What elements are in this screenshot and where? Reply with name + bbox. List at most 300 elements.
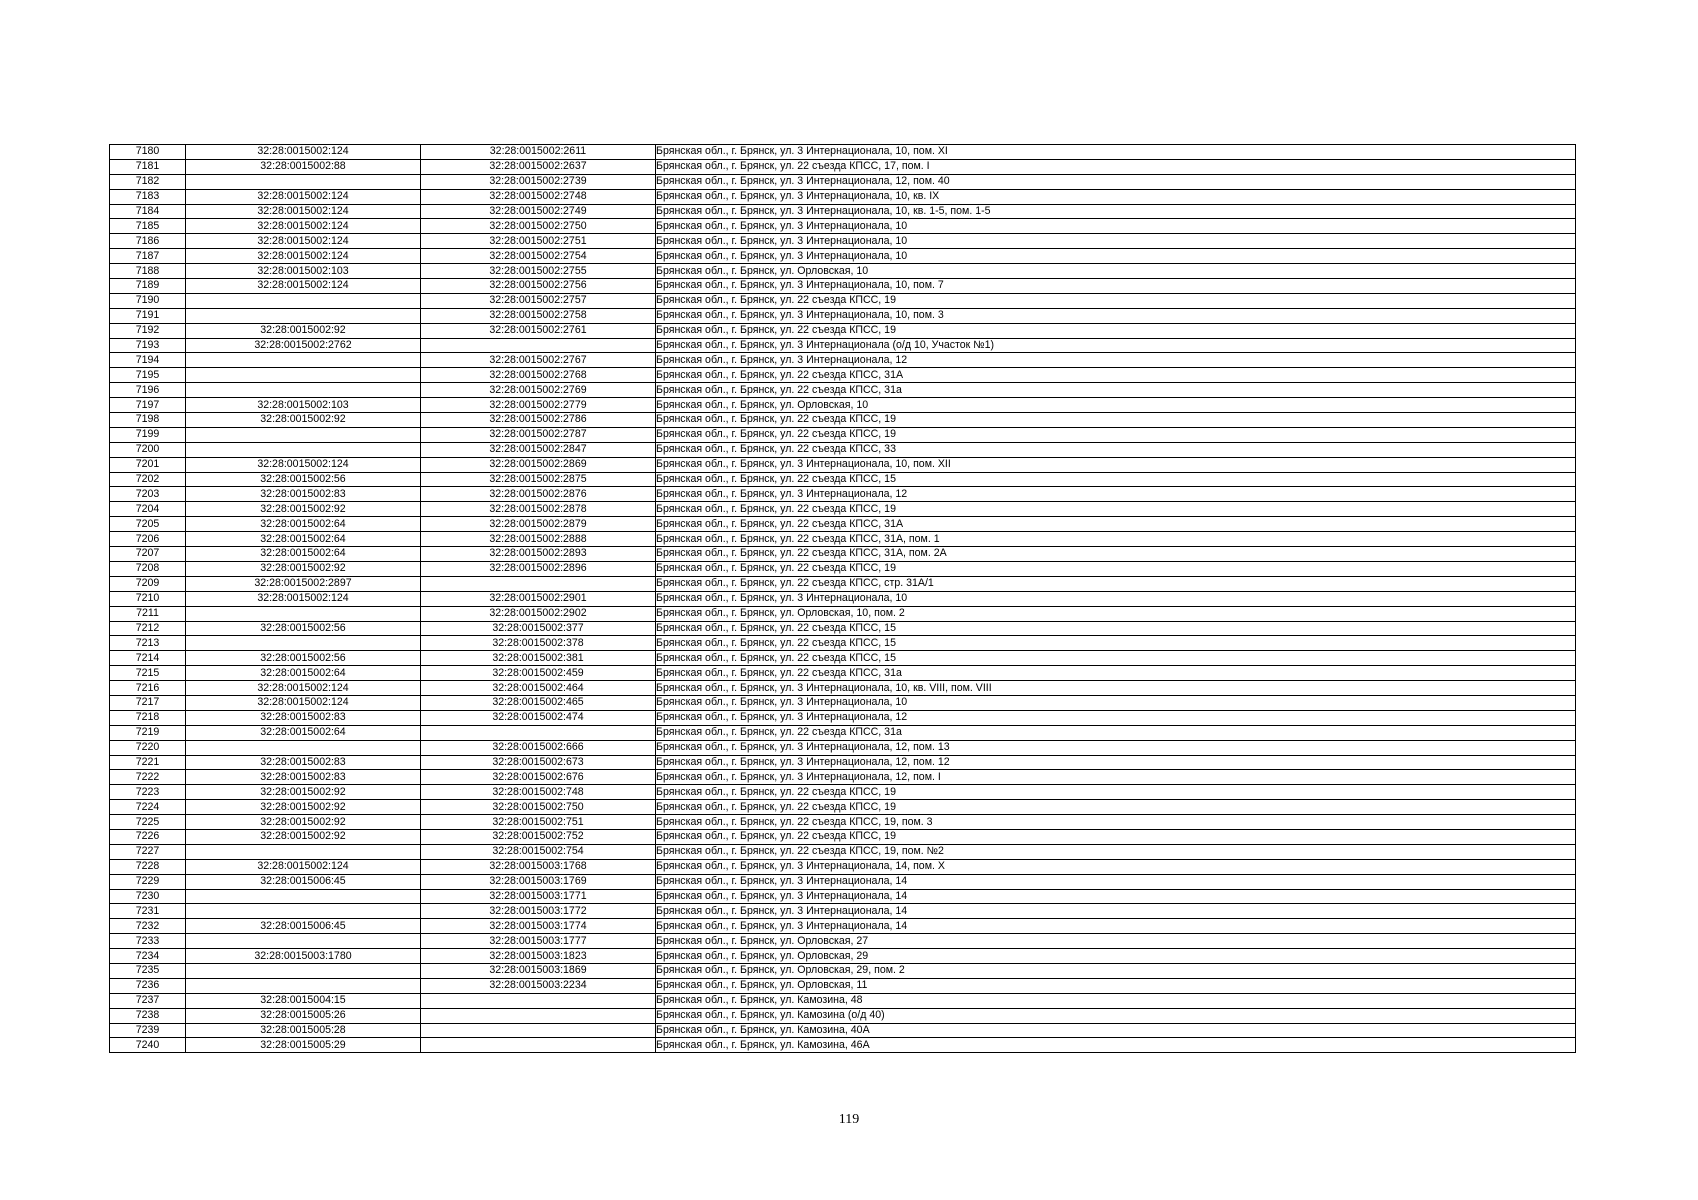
- cadastral-number-cell: [421, 993, 656, 1008]
- address-cell: Брянская обл., г. Брянск, ул. Камозина, 48: [656, 993, 1576, 1008]
- parent-cadastral-number-cell: 32:28:0015002:83: [186, 487, 421, 502]
- table-row: [110, 904, 1576, 919]
- table-row: [110, 844, 1576, 859]
- cadastral-number-cell: 32:28:0015003:1774: [421, 919, 656, 934]
- parent-cadastral-number-cell: 32:28:0015002:124: [186, 859, 421, 874]
- address-cell: Брянская обл., г. Брянск, ул. 22 съезда КПСС, 15: [656, 636, 1576, 651]
- address-cell: Брянская обл., г. Брянск, ул. 3 Интернационала, 12, пом. 13: [656, 740, 1576, 755]
- parent-cadastral-number-cell: 32:28:0015002:83: [186, 755, 421, 770]
- parent-cadastral-number-cell: 32:28:0015002:64: [186, 725, 421, 740]
- row-number-cell: 7225: [110, 815, 186, 830]
- table-row: [110, 517, 1576, 532]
- parent-cadastral-number-cell: 32:28:0015002:124: [186, 204, 421, 219]
- row-number-cell: 7198: [110, 413, 186, 428]
- cadastral-number-cell: 32:28:0015002:2739: [421, 174, 656, 189]
- cadastral-number-cell: 32:28:0015002:2757: [421, 293, 656, 308]
- row-number-cell: 7210: [110, 591, 186, 606]
- address-cell: Брянская обл., г. Брянск, ул. 22 съезда КПСС, 33: [656, 442, 1576, 457]
- table-row: [110, 621, 1576, 636]
- row-number-cell: 7227: [110, 844, 186, 859]
- cadastral-number-cell: 32:28:0015002:2768: [421, 368, 656, 383]
- cadastral-number-cell: 32:28:0015002:751: [421, 815, 656, 830]
- page-number: 119: [838, 1112, 860, 1127]
- parent-cadastral-number-cell: 32:28:0015002:124: [186, 145, 421, 160]
- row-number-cell: 7188: [110, 264, 186, 279]
- row-number-cell: 7219: [110, 725, 186, 740]
- parent-cadastral-number-cell: 32:28:0015002:92: [186, 800, 421, 815]
- table-row: [110, 204, 1576, 219]
- table-row: [110, 427, 1576, 442]
- table-row: [110, 829, 1576, 844]
- parent-cadastral-number-cell: 32:28:0015002:92: [186, 323, 421, 338]
- address-cell: Брянская обл., г. Брянск, ул. 22 съезда КПСС, 31а: [656, 725, 1576, 740]
- table-row: [110, 949, 1576, 964]
- address-cell: Брянская обл., г. Брянск, ул. 22 съезда КПСС, 17, пом. I: [656, 159, 1576, 174]
- cadastral-number-cell: 32:28:0015002:752: [421, 829, 656, 844]
- row-number-cell: 7211: [110, 606, 186, 621]
- cadastral-number-cell: 32:28:0015002:459: [421, 666, 656, 681]
- row-number-cell: 7197: [110, 398, 186, 413]
- parent-cadastral-number-cell: 32:28:0015002:124: [186, 681, 421, 696]
- parent-cadastral-number-cell: 32:28:0015002:124: [186, 457, 421, 472]
- row-number-cell: 7217: [110, 695, 186, 710]
- address-cell: Брянская обл., г. Брянск, ул. 3 Интернационала, 14: [656, 874, 1576, 889]
- registry-sheet: [109, 144, 1575, 1053]
- cadastral-number-cell: 32:28:0015002:2878: [421, 502, 656, 517]
- parent-cadastral-number-cell: [186, 844, 421, 859]
- row-number-cell: 7199: [110, 427, 186, 442]
- cadastral-number-cell: 32:28:0015002:2896: [421, 561, 656, 576]
- parent-cadastral-number-cell: 32:28:0015002:124: [186, 591, 421, 606]
- parent-cadastral-number-cell: 32:28:0015002:88: [186, 159, 421, 174]
- table-row: [110, 532, 1576, 547]
- table-row: [110, 755, 1576, 770]
- address-cell: Брянская обл., г. Брянск, ул. Орловская, 10: [656, 398, 1576, 413]
- parent-cadastral-number-cell: 32:28:0015003:1780: [186, 949, 421, 964]
- table-row: [110, 249, 1576, 264]
- table-row: [110, 695, 1576, 710]
- table-row: [110, 934, 1576, 949]
- cadastral-number-cell: 32:28:0015003:1768: [421, 859, 656, 874]
- address-cell: Брянская обл., г. Брянск, ул. Камозина, 46А: [656, 1038, 1576, 1053]
- parent-cadastral-number-cell: 32:28:0015002:103: [186, 398, 421, 413]
- cadastral-number-cell: [421, 576, 656, 591]
- address-cell: Брянская обл., г. Брянск, ул. 3 Интернационала, 10, пом. XII: [656, 457, 1576, 472]
- parent-cadastral-number-cell: [186, 353, 421, 368]
- row-number-cell: 7204: [110, 502, 186, 517]
- parent-cadastral-number-cell: 32:28:0015002:64: [186, 517, 421, 532]
- row-number-cell: 7182: [110, 174, 186, 189]
- cadastral-number-cell: 32:28:0015003:1769: [421, 874, 656, 889]
- address-cell: Брянская обл., г. Брянск, ул. 22 съезда КПСС, 19, пом. №2: [656, 844, 1576, 859]
- table-row: [110, 606, 1576, 621]
- cadastral-number-cell: 32:28:0015002:754: [421, 844, 656, 859]
- table-row: [110, 442, 1576, 457]
- address-cell: Брянская обл., г. Брянск, ул. 22 съезда КПСС, 31А, пом. 1: [656, 532, 1576, 547]
- address-cell: Брянская обл., г. Брянск, ул. 22 съезда КПСС, 19: [656, 293, 1576, 308]
- table-row: [110, 666, 1576, 681]
- row-number-cell: 7203: [110, 487, 186, 502]
- table-row: [110, 576, 1576, 591]
- cadastral-number-cell: 32:28:0015002:381: [421, 651, 656, 666]
- table-row: [110, 963, 1576, 978]
- cadastral-number-cell: 32:28:0015002:2779: [421, 398, 656, 413]
- table-row: [110, 815, 1576, 830]
- address-cell: Брянская обл., г. Брянск, ул. 3 Интернационала, 12: [656, 353, 1576, 368]
- parent-cadastral-number-cell: [186, 740, 421, 755]
- parent-cadastral-number-cell: 32:28:0015002:124: [186, 695, 421, 710]
- row-number-cell: 7180: [110, 145, 186, 160]
- address-cell: Брянская обл., г. Брянск, ул. 22 съезда КПСС, 19: [656, 323, 1576, 338]
- cadastral-number-cell: 32:28:0015002:750: [421, 800, 656, 815]
- row-number-cell: 7185: [110, 219, 186, 234]
- address-cell: Брянская обл., г. Брянск, ул. 3 Интернационала, 10, пом. 3: [656, 308, 1576, 323]
- row-number-cell: 7216: [110, 681, 186, 696]
- row-number-cell: 7200: [110, 442, 186, 457]
- cadastral-number-cell: [421, 338, 656, 353]
- row-number-cell: 7237: [110, 993, 186, 1008]
- address-cell: Брянская обл., г. Брянск, ул. Орловская, 10, пом. 2: [656, 606, 1576, 621]
- row-number-cell: 7220: [110, 740, 186, 755]
- cadastral-number-cell: 32:28:0015003:1771: [421, 889, 656, 904]
- cadastral-number-cell: 32:28:0015002:2769: [421, 383, 656, 398]
- row-number-cell: 7189: [110, 279, 186, 294]
- address-cell: Брянская обл., г. Брянск, ул. 3 Интернационала, 12: [656, 710, 1576, 725]
- parent-cadastral-number-cell: 32:28:0015006:45: [186, 874, 421, 889]
- cadastral-number-cell: 32:28:0015002:2879: [421, 517, 656, 532]
- address-cell: Брянская обл., г. Брянск, ул. Камозина, 40А: [656, 1023, 1576, 1038]
- address-cell: Брянская обл., г. Брянск, ул. 3 Интернационала, 10, пом. 7: [656, 279, 1576, 294]
- address-cell: Брянская обл., г. Брянск, ул. 22 съезда КПСС, стр. 31А/1: [656, 576, 1576, 591]
- row-number-cell: 7205: [110, 517, 186, 532]
- row-number-cell: 7236: [110, 978, 186, 993]
- table-row: [110, 978, 1576, 993]
- row-number-cell: 7234: [110, 949, 186, 964]
- row-number-cell: 7191: [110, 308, 186, 323]
- row-number-cell: 7208: [110, 561, 186, 576]
- address-cell: Брянская обл., г. Брянск, ул. 22 съезда КПСС, 31А, пом. 2А: [656, 547, 1576, 562]
- parent-cadastral-number-cell: 32:28:0015002:64: [186, 532, 421, 547]
- table-row: [110, 547, 1576, 562]
- parent-cadastral-number-cell: [186, 889, 421, 904]
- parent-cadastral-number-cell: 32:28:0015002:124: [186, 189, 421, 204]
- cadastral-number-cell: 32:28:0015002:377: [421, 621, 656, 636]
- address-cell: Брянская обл., г. Брянск, ул. 3 Интернационала, 10: [656, 234, 1576, 249]
- row-number-cell: 7214: [110, 651, 186, 666]
- address-cell: Брянская обл., г. Брянск, ул. 22 съезда КПСС, 31а: [656, 666, 1576, 681]
- row-number-cell: 7238: [110, 1008, 186, 1023]
- table-row: [110, 502, 1576, 517]
- address-cell: Брянская обл., г. Брянск, ул. 22 съезда КПСС, 19: [656, 413, 1576, 428]
- parent-cadastral-number-cell: 32:28:0015002:92: [186, 561, 421, 576]
- row-number-cell: 7213: [110, 636, 186, 651]
- table-row: [110, 770, 1576, 785]
- row-number-cell: 7231: [110, 904, 186, 919]
- cadastral-number-cell: 32:28:0015002:2637: [421, 159, 656, 174]
- row-number-cell: 7215: [110, 666, 186, 681]
- cadastral-number-cell: 32:28:0015002:666: [421, 740, 656, 755]
- cadastral-number-cell: 32:28:0015002:2761: [421, 323, 656, 338]
- address-cell: Брянская обл., г. Брянск, ул. 3 Интернационала, 12, пом. 12: [656, 755, 1576, 770]
- cadastral-number-cell: [421, 1038, 656, 1053]
- parent-cadastral-number-cell: 32:28:0015002:56: [186, 472, 421, 487]
- row-number-cell: 7192: [110, 323, 186, 338]
- cadastral-number-cell: 32:28:0015002:2748: [421, 189, 656, 204]
- parent-cadastral-number-cell: [186, 606, 421, 621]
- address-cell: Брянская обл., г. Брянск, ул. 3 Интернационала, 14: [656, 919, 1576, 934]
- parent-cadastral-number-cell: 32:28:0015002:92: [186, 502, 421, 517]
- address-cell: Брянская обл., г. Брянск, ул. 22 съезда КПСС, 19, пом. 3: [656, 815, 1576, 830]
- row-number-cell: 7195: [110, 368, 186, 383]
- address-cell: Брянская обл., г. Брянск, ул. 22 съезда КПСС, 31А: [656, 517, 1576, 532]
- registry-table: [109, 144, 1576, 1053]
- address-cell: Брянская обл., г. Брянск, ул. 3 Интернационала, 10: [656, 219, 1576, 234]
- parent-cadastral-number-cell: [186, 636, 421, 651]
- cadastral-number-cell: 32:28:0015002:465: [421, 695, 656, 710]
- cadastral-number-cell: 32:28:0015002:2755: [421, 264, 656, 279]
- address-cell: Брянская обл., г. Брянск, ул. 3 Интернационала, 14, пом. X: [656, 859, 1576, 874]
- cadastral-number-cell: 32:28:0015002:464: [421, 681, 656, 696]
- cadastral-number-cell: 32:28:0015002:2888: [421, 532, 656, 547]
- parent-cadastral-number-cell: 32:28:0015002:2762: [186, 338, 421, 353]
- table-row: [110, 785, 1576, 800]
- table-row: [110, 279, 1576, 294]
- parent-cadastral-number-cell: [186, 174, 421, 189]
- cadastral-number-cell: 32:28:0015002:2756: [421, 279, 656, 294]
- table-row: [110, 219, 1576, 234]
- cadastral-number-cell: 32:28:0015002:2767: [421, 353, 656, 368]
- parent-cadastral-number-cell: 32:28:0015002:56: [186, 621, 421, 636]
- table-row: [110, 889, 1576, 904]
- parent-cadastral-number-cell: 32:28:0015002:92: [186, 815, 421, 830]
- address-cell: Брянская обл., г. Брянск, ул. 3 Интернационала, 10, кв. VIII, пом. VIII: [656, 681, 1576, 696]
- address-cell: Брянская обл., г. Брянск, ул. 22 съезда КПСС, 31А: [656, 368, 1576, 383]
- parent-cadastral-number-cell: 32:28:0015002:2897: [186, 576, 421, 591]
- cadastral-number-cell: 32:28:0015003:1772: [421, 904, 656, 919]
- table-row: [110, 189, 1576, 204]
- cadastral-number-cell: 32:28:0015003:1777: [421, 934, 656, 949]
- cadastral-number-cell: 32:28:0015002:2787: [421, 427, 656, 442]
- parent-cadastral-number-cell: [186, 934, 421, 949]
- cadastral-number-cell: 32:28:0015003:2234: [421, 978, 656, 993]
- row-number-cell: 7209: [110, 576, 186, 591]
- table-row: [110, 234, 1576, 249]
- cadastral-number-cell: 32:28:0015002:2611: [421, 145, 656, 160]
- address-cell: Брянская обл., г. Брянск, ул. 3 Интернационала, 10: [656, 695, 1576, 710]
- parent-cadastral-number-cell: 32:28:0015002:124: [186, 219, 421, 234]
- row-number-cell: 7187: [110, 249, 186, 264]
- parent-cadastral-number-cell: 32:28:0015002:103: [186, 264, 421, 279]
- table-row: [110, 368, 1576, 383]
- row-number-cell: 7193: [110, 338, 186, 353]
- parent-cadastral-number-cell: 32:28:0015005:28: [186, 1023, 421, 1038]
- cadastral-number-cell: 32:28:0015002:2750: [421, 219, 656, 234]
- table-row: [110, 681, 1576, 696]
- parent-cadastral-number-cell: [186, 904, 421, 919]
- row-number-cell: 7224: [110, 800, 186, 815]
- cadastral-number-cell: 32:28:0015002:2754: [421, 249, 656, 264]
- row-number-cell: 7207: [110, 547, 186, 562]
- cadastral-number-cell: 32:28:0015002:748: [421, 785, 656, 800]
- table-row: [110, 740, 1576, 755]
- address-cell: Брянская обл., г. Брянск, ул. Орловская, 10: [656, 264, 1576, 279]
- table-row: [110, 993, 1576, 1008]
- cadastral-number-cell: 32:28:0015002:2751: [421, 234, 656, 249]
- parent-cadastral-number-cell: [186, 427, 421, 442]
- parent-cadastral-number-cell: 32:28:0015002:124: [186, 279, 421, 294]
- table-row: [110, 472, 1576, 487]
- address-cell: Брянская обл., г. Брянск, ул. 3 Интернационала, 10, пом. XI: [656, 145, 1576, 160]
- cadastral-number-cell: 32:28:0015002:2869: [421, 457, 656, 472]
- row-number-cell: 7232: [110, 919, 186, 934]
- table-row: [110, 398, 1576, 413]
- table-row: [110, 159, 1576, 174]
- table-row: [110, 145, 1576, 160]
- parent-cadastral-number-cell: [186, 368, 421, 383]
- table-row: [110, 1023, 1576, 1038]
- table-row: [110, 725, 1576, 740]
- row-number-cell: 7194: [110, 353, 186, 368]
- cadastral-number-cell: 32:28:0015002:2901: [421, 591, 656, 606]
- table-row: [110, 561, 1576, 576]
- parent-cadastral-number-cell: 32:28:0015002:83: [186, 710, 421, 725]
- parent-cadastral-number-cell: [186, 383, 421, 398]
- parent-cadastral-number-cell: [186, 978, 421, 993]
- parent-cadastral-number-cell: 32:28:0015002:64: [186, 666, 421, 681]
- row-number-cell: 7186: [110, 234, 186, 249]
- address-cell: Брянская обл., г. Брянск, ул. 3 Интернационала, 12: [656, 487, 1576, 502]
- row-number-cell: 7183: [110, 189, 186, 204]
- address-cell: Брянская обл., г. Брянск, ул. 22 съезда КПСС, 31а: [656, 383, 1576, 398]
- parent-cadastral-number-cell: 32:28:0015002:92: [186, 413, 421, 428]
- address-cell: Брянская обл., г. Брянск, ул. 22 съезда КПСС, 19: [656, 829, 1576, 844]
- table-row: [110, 353, 1576, 368]
- row-number-cell: 7229: [110, 874, 186, 889]
- row-number-cell: 7233: [110, 934, 186, 949]
- cadastral-number-cell: 32:28:0015002:2902: [421, 606, 656, 621]
- table-row: [110, 859, 1576, 874]
- row-number-cell: 7222: [110, 770, 186, 785]
- cadastral-number-cell: 32:28:0015002:474: [421, 710, 656, 725]
- parent-cadastral-number-cell: 32:28:0015004:15: [186, 993, 421, 1008]
- table-row: [110, 1038, 1576, 1053]
- row-number-cell: 7221: [110, 755, 186, 770]
- table-row: [110, 338, 1576, 353]
- row-number-cell: 7184: [110, 204, 186, 219]
- row-number-cell: 7196: [110, 383, 186, 398]
- address-cell: Брянская обл., г. Брянск, ул. 22 съезда КПСС, 15: [656, 621, 1576, 636]
- address-cell: Брянская обл., г. Брянск, ул. 22 съезда КПСС, 19: [656, 561, 1576, 576]
- address-cell: Брянская обл., г. Брянск, ул. 22 съезда КПСС, 19: [656, 427, 1576, 442]
- address-cell: Брянская обл., г. Брянск, ул. 3 Интернационала, 10: [656, 591, 1576, 606]
- table-row: [110, 1008, 1576, 1023]
- table-row: [110, 919, 1576, 934]
- row-number-cell: 7230: [110, 889, 186, 904]
- address-cell: Брянская обл., г. Брянск, ул. 3 Интернационала, 10, кв. 1-5, пом. 1-5: [656, 204, 1576, 219]
- parent-cadastral-number-cell: 32:28:0015002:124: [186, 249, 421, 264]
- row-number-cell: 7226: [110, 829, 186, 844]
- cadastral-number-cell: 32:28:0015002:2786: [421, 413, 656, 428]
- parent-cadastral-number-cell: 32:28:0015005:26: [186, 1008, 421, 1023]
- parent-cadastral-number-cell: 32:28:0015002:64: [186, 547, 421, 562]
- address-cell: Брянская обл., г. Брянск, ул. Орловская, 29, пом. 2: [656, 963, 1576, 978]
- parent-cadastral-number-cell: [186, 308, 421, 323]
- address-cell: Брянская обл., г. Брянск, ул. Орловская, 11: [656, 978, 1576, 993]
- cadastral-number-cell: 32:28:0015003:1869: [421, 963, 656, 978]
- table-row: [110, 457, 1576, 472]
- cadastral-number-cell: 32:28:0015002:2758: [421, 308, 656, 323]
- address-cell: Брянская обл., г. Брянск, ул. 22 съезда КПСС, 19: [656, 800, 1576, 815]
- row-number-cell: 7235: [110, 963, 186, 978]
- row-number-cell: 7223: [110, 785, 186, 800]
- table-row: [110, 710, 1576, 725]
- address-cell: Брянская обл., г. Брянск, ул. 22 съезда КПСС, 15: [656, 472, 1576, 487]
- table-row: [110, 487, 1576, 502]
- parent-cadastral-number-cell: 32:28:0015002:56: [186, 651, 421, 666]
- table-row: [110, 293, 1576, 308]
- address-cell: Брянская обл., г. Брянск, ул. Орловская, 29: [656, 949, 1576, 964]
- parent-cadastral-number-cell: [186, 293, 421, 308]
- cadastral-number-cell: 32:28:0015003:1823: [421, 949, 656, 964]
- cadastral-number-cell: 32:28:0015002:2876: [421, 487, 656, 502]
- address-cell: Брянская обл., г. Брянск, ул. 3 Интернационала (о/д 10, Участок №1): [656, 338, 1576, 353]
- row-number-cell: 7228: [110, 859, 186, 874]
- parent-cadastral-number-cell: [186, 963, 421, 978]
- table-row: [110, 800, 1576, 815]
- address-cell: Брянская обл., г. Брянск, ул. 3 Интернационала, 10: [656, 249, 1576, 264]
- cadastral-number-cell: 32:28:0015002:676: [421, 770, 656, 785]
- registry-table-body: [110, 145, 1576, 1053]
- table-row: [110, 264, 1576, 279]
- table-row: [110, 591, 1576, 606]
- address-cell: Брянская обл., г. Брянск, ул. 3 Интернационала, 14: [656, 904, 1576, 919]
- parent-cadastral-number-cell: 32:28:0015002:83: [186, 770, 421, 785]
- cadastral-number-cell: 32:28:0015002:2847: [421, 442, 656, 457]
- parent-cadastral-number-cell: 32:28:0015005:29: [186, 1038, 421, 1053]
- cadastral-number-cell: [421, 1023, 656, 1038]
- cadastral-number-cell: 32:28:0015002:2893: [421, 547, 656, 562]
- row-number-cell: 7201: [110, 457, 186, 472]
- table-row: [110, 413, 1576, 428]
- address-cell: Брянская обл., г. Брянск, ул. 22 съезда КПСС, 19: [656, 785, 1576, 800]
- table-row: [110, 651, 1576, 666]
- row-number-cell: 7206: [110, 532, 186, 547]
- row-number-cell: 7239: [110, 1023, 186, 1038]
- row-number-cell: 7218: [110, 710, 186, 725]
- cadastral-number-cell: [421, 725, 656, 740]
- address-cell: Брянская обл., г. Брянск, ул. Орловская, 27: [656, 934, 1576, 949]
- row-number-cell: 7190: [110, 293, 186, 308]
- address-cell: Брянская обл., г. Брянск, ул. 3 Интернационала, 10, кв. IX: [656, 189, 1576, 204]
- parent-cadastral-number-cell: [186, 442, 421, 457]
- row-number-cell: 7212: [110, 621, 186, 636]
- cadastral-number-cell: 32:28:0015002:2875: [421, 472, 656, 487]
- cadastral-number-cell: 32:28:0015002:673: [421, 755, 656, 770]
- table-row: [110, 636, 1576, 651]
- cadastral-number-cell: [421, 1008, 656, 1023]
- address-cell: Брянская обл., г. Брянск, ул. 22 съезда КПСС, 19: [656, 502, 1576, 517]
- parent-cadastral-number-cell: 32:28:0015006:45: [186, 919, 421, 934]
- table-row: [110, 383, 1576, 398]
- address-cell: Брянская обл., г. Брянск, ул. 3 Интернационала, 12, пом. 40: [656, 174, 1576, 189]
- cadastral-number-cell: 32:28:0015002:378: [421, 636, 656, 651]
- address-cell: Брянская обл., г. Брянск, ул. 3 Интернационала, 12, пом. I: [656, 770, 1576, 785]
- table-row: [110, 174, 1576, 189]
- address-cell: Брянская обл., г. Брянск, ул. 22 съезда КПСС, 15: [656, 651, 1576, 666]
- row-number-cell: 7202: [110, 472, 186, 487]
- table-row: [110, 874, 1576, 889]
- parent-cadastral-number-cell: 32:28:0015002:92: [186, 829, 421, 844]
